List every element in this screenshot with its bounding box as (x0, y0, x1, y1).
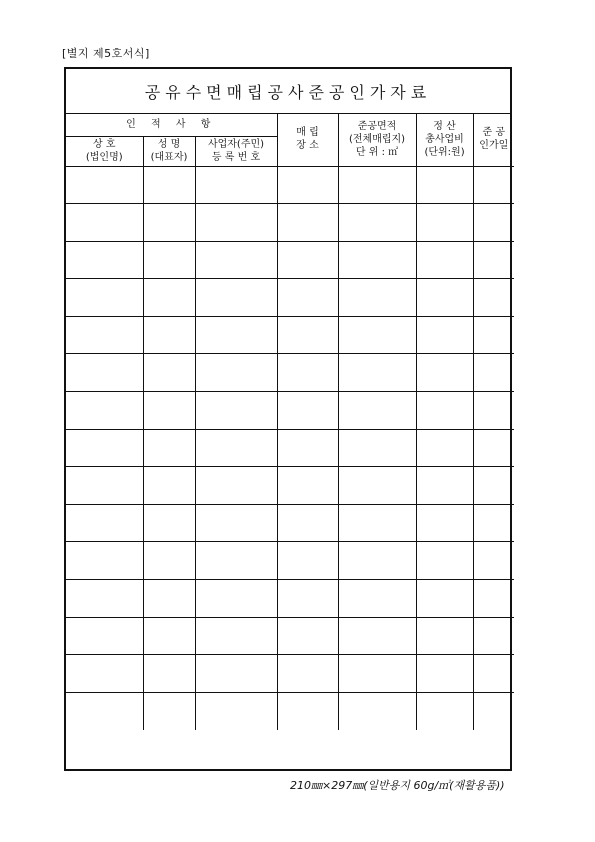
table-cell[interactable] (277, 354, 338, 392)
table-row (66, 166, 514, 204)
table-cell[interactable] (416, 655, 473, 693)
table-cell[interactable] (416, 542, 473, 580)
table-cell[interactable] (277, 241, 338, 279)
table-cell[interactable] (338, 204, 416, 242)
table-cell[interactable] (338, 166, 416, 204)
header-personal-info: 인 적 사 항 (66, 113, 277, 136)
table-cell[interactable] (416, 279, 473, 317)
table-cell[interactable] (416, 467, 473, 505)
table-cell[interactable] (195, 392, 277, 430)
table-cell[interactable] (277, 655, 338, 693)
table-cell[interactable] (277, 692, 338, 730)
form-frame (64, 67, 512, 771)
table-row (66, 204, 514, 242)
table-row (66, 392, 514, 430)
table-cell[interactable] (195, 354, 277, 392)
table-cell[interactable] (338, 241, 416, 279)
table-cell[interactable] (416, 692, 473, 730)
table-cell[interactable] (338, 504, 416, 542)
table-cell[interactable] (338, 279, 416, 317)
table-cell[interactable] (66, 316, 143, 354)
table-cell[interactable] (143, 204, 195, 242)
table-row (66, 467, 514, 505)
table-cell[interactable] (473, 316, 514, 354)
table-cell[interactable] (277, 204, 338, 242)
form-title: 공유수면매립공사준공인가자료 (144, 82, 432, 102)
table-cell[interactable] (66, 429, 143, 467)
table-cell[interactable] (473, 655, 514, 693)
table-cell[interactable] (195, 580, 277, 618)
table-cell[interactable] (66, 580, 143, 618)
header-date: 준 공 인가일 (473, 113, 514, 166)
table-cell[interactable] (338, 392, 416, 430)
table-cell[interactable] (416, 166, 473, 204)
table-cell[interactable] (277, 617, 338, 655)
table-cell[interactable] (66, 241, 143, 279)
table-cell[interactable] (195, 467, 277, 505)
table-cell[interactable] (416, 241, 473, 279)
table-row (66, 316, 514, 354)
table-cell[interactable] (277, 316, 338, 354)
table-cell[interactable] (66, 692, 143, 730)
table-cell[interactable] (143, 580, 195, 618)
table-cell[interactable] (195, 655, 277, 693)
table-cell[interactable] (195, 429, 277, 467)
table-cell[interactable] (338, 617, 416, 655)
table-cell[interactable] (66, 504, 143, 542)
table-cell[interactable] (277, 392, 338, 430)
table-cell[interactable] (143, 467, 195, 505)
table-cell[interactable] (277, 580, 338, 618)
table-cell[interactable] (143, 504, 195, 542)
table-cell[interactable] (416, 617, 473, 655)
table-cell[interactable] (143, 166, 195, 204)
table-row (66, 617, 514, 655)
table-cell[interactable] (416, 392, 473, 430)
table-cell[interactable] (416, 354, 473, 392)
table-cell[interactable] (66, 354, 143, 392)
table-cell[interactable] (473, 392, 514, 430)
table-row (66, 241, 514, 279)
table-row (66, 354, 514, 392)
table-cell[interactable] (143, 617, 195, 655)
table-cell[interactable] (66, 617, 143, 655)
table-cell[interactable] (66, 392, 143, 430)
table-cell[interactable] (143, 279, 195, 317)
table-cell[interactable] (473, 166, 514, 204)
table-cell[interactable] (143, 542, 195, 580)
table-cell[interactable] (338, 354, 416, 392)
table-cell[interactable] (416, 316, 473, 354)
table-cell[interactable] (66, 279, 143, 317)
data-table (66, 113, 514, 730)
table-cell[interactable] (338, 316, 416, 354)
table-cell[interactable] (473, 617, 514, 655)
table-row (66, 429, 514, 467)
table-row (66, 279, 514, 317)
header-cost: 정 산 총사업비 (단위:원) (416, 113, 473, 166)
table-cell[interactable] (195, 692, 277, 730)
table-cell[interactable] (338, 580, 416, 618)
table-row (66, 504, 514, 542)
table-cell[interactable] (473, 354, 514, 392)
table-cell[interactable] (143, 316, 195, 354)
table-cell[interactable] (277, 429, 338, 467)
paper-spec: 210㎜×297㎜(일반용지 60g/㎡(재활용품)) (290, 779, 505, 792)
table-cell[interactable] (195, 542, 277, 580)
table-cell[interactable] (195, 241, 277, 279)
table-cell[interactable] (66, 166, 143, 204)
header-location: 매 립 장 소 (277, 113, 338, 166)
table-cell[interactable] (195, 166, 277, 204)
table-cell[interactable] (338, 692, 416, 730)
table-cell[interactable] (277, 279, 338, 317)
table-cell[interactable] (473, 204, 514, 242)
table-cell[interactable] (338, 467, 416, 505)
header-reg-no: 사업자(주민) 등 록 번 호 (195, 136, 277, 166)
table-body (66, 166, 514, 730)
form-label: [별지 제5호서식] (62, 47, 150, 60)
table-cell[interactable] (277, 166, 338, 204)
table-cell[interactable] (66, 467, 143, 505)
header-area: 준공면적 (전체매립지) 단 위 : ㎡ (338, 113, 416, 166)
table-row (66, 692, 514, 730)
table-cell[interactable] (416, 429, 473, 467)
table-cell[interactable] (143, 429, 195, 467)
table-cell[interactable] (473, 504, 514, 542)
table-cell[interactable] (143, 241, 195, 279)
header-company: 상 호 (법인명) (66, 136, 143, 166)
table-row (66, 580, 514, 618)
table-cell[interactable] (338, 542, 416, 580)
title-box (66, 69, 510, 114)
table-cell[interactable] (473, 429, 514, 467)
table-row (66, 655, 514, 693)
table-cell[interactable] (416, 504, 473, 542)
table-cell[interactable] (66, 655, 143, 693)
table-cell[interactable] (473, 279, 514, 317)
table-cell[interactable] (66, 542, 143, 580)
table-cell[interactable] (473, 542, 514, 580)
table-cell[interactable] (195, 504, 277, 542)
table-cell[interactable] (277, 504, 338, 542)
table-row (66, 542, 514, 580)
table-cell[interactable] (338, 655, 416, 693)
table-cell[interactable] (473, 467, 514, 505)
table-cell[interactable] (66, 204, 143, 242)
table-cell[interactable] (338, 429, 416, 467)
table-cell[interactable] (143, 354, 195, 392)
table-cell[interactable] (143, 692, 195, 730)
table-cell[interactable] (277, 467, 338, 505)
table-cell[interactable] (416, 204, 473, 242)
header-name: 성 명 (대표자) (143, 136, 195, 166)
table-cell[interactable] (195, 279, 277, 317)
table-cell[interactable] (195, 204, 277, 242)
table-cell[interactable] (277, 542, 338, 580)
table-cell[interactable] (473, 241, 514, 279)
table-cell[interactable] (416, 580, 473, 618)
table-cell[interactable] (195, 316, 277, 354)
table-cell[interactable] (473, 692, 514, 730)
table-cell[interactable] (195, 617, 277, 655)
table-cell[interactable] (143, 392, 195, 430)
table-cell[interactable] (473, 580, 514, 618)
table-cell[interactable] (143, 655, 195, 693)
